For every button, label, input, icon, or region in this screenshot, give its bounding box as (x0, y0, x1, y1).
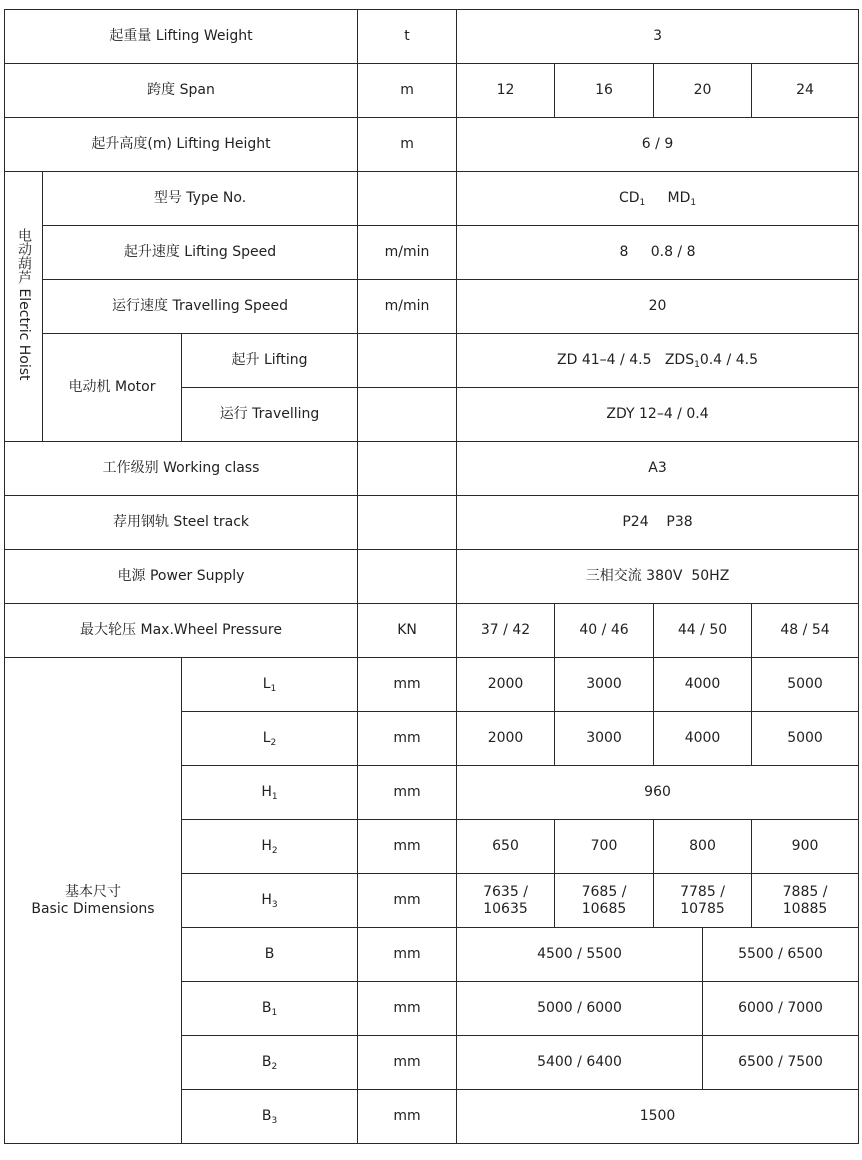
dim-sub: 2 (271, 1062, 278, 1072)
row-motor-lifting (5, 334, 859, 388)
dim-value-top: 7685 / (581, 883, 627, 900)
label-type-no: 型号 Type No. (43, 172, 358, 226)
dimensions-group-cell (5, 658, 182, 1144)
dim-value: 4500 / 5500 (457, 928, 703, 982)
dim-value-top: 7785 / (680, 883, 725, 900)
value-lifting-height: 6 / 9 (457, 118, 859, 172)
motor-lifting-a: ZD 41–4 / 4.5 ZDS (557, 352, 695, 368)
row-power-supply (5, 550, 859, 604)
label-working-class: 工作级别 Working class (5, 442, 358, 496)
label-motor-travelling: 运行 Travelling (182, 388, 358, 442)
dim-sym: B (261, 1054, 272, 1070)
dim-sym: H (261, 838, 272, 854)
dim-value: 3000 (555, 712, 654, 766)
dim-value: 5000 / 6000 (457, 982, 703, 1036)
dim-value: 6500 / 7500 (703, 1036, 859, 1090)
unit-lifting-speed: m/min (358, 226, 457, 280)
dim-value (752, 874, 859, 928)
dim-unit: mm (358, 712, 457, 766)
motor-lifting-sub: 1 (694, 360, 700, 370)
wheel-pressure-value: 44 / 50 (654, 604, 752, 658)
dim-value: 4000 (654, 658, 752, 712)
span-value: 24 (752, 64, 859, 118)
value-type-no (457, 172, 859, 226)
dim-sub: 3 (271, 1116, 278, 1126)
dim-symbol-b3 (182, 1090, 358, 1144)
dim-sym: H (261, 892, 272, 908)
hoist-group-cell (5, 172, 43, 442)
dim-unit: mm (358, 820, 457, 874)
row-lifting-weight (5, 10, 859, 64)
label-lifting-weight: 起重量 Lifting Weight (5, 10, 358, 64)
unit-motor-travelling (358, 388, 457, 442)
dim-value (457, 874, 555, 928)
unit-type-no (358, 172, 457, 226)
dim-sym: L (262, 676, 271, 692)
dim-symbol-h1 (182, 766, 358, 820)
row-lifting-height (5, 118, 859, 172)
dim-value: 900 (752, 820, 859, 874)
label-span: 跨度 Span (5, 64, 358, 118)
dim-value: 960 (457, 766, 859, 820)
unit-motor-lifting (358, 334, 457, 388)
dim-value-bottom: 10685 (581, 900, 627, 917)
dim-value: 1500 (457, 1090, 859, 1144)
dim-symbol-b1 (182, 982, 358, 1036)
value-power-supply: 三相交流 380V 50HZ (457, 550, 859, 604)
dim-unit: mm (358, 1090, 457, 1144)
label-lifting-speed: 起升速度 Lifting Speed (43, 226, 358, 280)
dim-sub: 2 (271, 846, 278, 856)
value-working-class: A3 (457, 442, 859, 496)
row-type-no (5, 172, 859, 226)
row-steel-track (5, 496, 859, 550)
dim-sub: 1 (270, 684, 277, 694)
unit-power-supply (358, 550, 457, 604)
dim-value-bottom: 10635 (483, 900, 528, 917)
motor-lifting-b: 0.4 / 4.5 (699, 352, 758, 368)
dim-symbol-b (182, 928, 358, 982)
row-span (5, 64, 859, 118)
dim-sym: H (261, 784, 272, 800)
dimensions-label-cn: 基本尺寸 (65, 883, 121, 900)
dim-value: 2000 (457, 712, 555, 766)
dim-unit: mm (358, 1036, 457, 1090)
label-wheel-pressure: 最大轮压 Max.Wheel Pressure (5, 604, 358, 658)
dim-value: 5400 / 6400 (457, 1036, 703, 1090)
dim-value-bottom: 10785 (680, 900, 725, 917)
dim-value-top: 7885 / (782, 883, 828, 900)
dim-value: 5000 (752, 658, 859, 712)
dim-value: 5000 (752, 712, 859, 766)
unit-working-class (358, 442, 457, 496)
unit-steel-track (358, 496, 457, 550)
unit-span: m (358, 64, 457, 118)
value-motor-travelling: ZDY 12–4 / 0.4 (457, 388, 859, 442)
type-cd-sub: 1 (639, 198, 646, 208)
label-motor-lifting: 起升 Lifting (182, 334, 358, 388)
row-dim-l1 (5, 658, 859, 712)
dim-value: 6000 / 7000 (703, 982, 859, 1036)
dim-unit: mm (358, 928, 457, 982)
row-wheel-pressure (5, 604, 859, 658)
value-steel-track: P24 P38 (457, 496, 859, 550)
dim-unit: mm (358, 874, 457, 928)
dim-symbol-h3 (182, 874, 358, 928)
wheel-pressure-value: 48 / 54 (752, 604, 859, 658)
type-md-sub: 1 (690, 198, 697, 208)
spec-table (4, 9, 859, 1144)
dim-sub: 1 (271, 1008, 278, 1018)
label-motor: 电动机 Motor (43, 334, 182, 442)
dim-value: 700 (555, 820, 654, 874)
dim-value: 650 (457, 820, 555, 874)
dim-symbol-l1 (182, 658, 358, 712)
value-motor-lifting (457, 334, 859, 388)
dim-value: 5500 / 6500 (703, 928, 859, 982)
row-travelling-speed (5, 280, 859, 334)
label-steel-track: 荐用钢轨 Steel track (5, 496, 358, 550)
dim-sub: 2 (270, 738, 277, 748)
unit-lifting-weight: t (358, 10, 457, 64)
dim-value-bottom: 10885 (782, 900, 828, 917)
dim-value-top: 7635 / (483, 883, 528, 900)
dim-value: 3000 (555, 658, 654, 712)
dim-sym: B (264, 946, 275, 962)
dim-value: 2000 (457, 658, 555, 712)
dim-symbol-l2 (182, 712, 358, 766)
row-lifting-speed (5, 226, 859, 280)
span-value: 12 (457, 64, 555, 118)
dim-value (555, 874, 654, 928)
unit-lifting-height: m (358, 118, 457, 172)
dim-symbol-b2 (182, 1036, 358, 1090)
dim-value: 800 (654, 820, 752, 874)
type-cd: CD (618, 190, 640, 206)
dim-unit: mm (358, 658, 457, 712)
label-lifting-height: 起升高度(m) Lifting Height (5, 118, 358, 172)
value-lifting-weight: 3 (457, 10, 859, 64)
dim-unit: mm (358, 766, 457, 820)
value-lifting-speed: 8 0.8 / 8 (457, 226, 859, 280)
dim-value (654, 874, 752, 928)
dim-unit: mm (358, 982, 457, 1036)
dim-sym: L (262, 730, 271, 746)
hoist-group-label: 电动葫芦 Electric Hoist (16, 227, 32, 381)
value-travelling-speed: 20 (457, 280, 859, 334)
unit-travelling-speed: m/min (358, 280, 457, 334)
unit-wheel-pressure: KN (358, 604, 457, 658)
row-working-class (5, 442, 859, 496)
dim-sub: 1 (271, 792, 278, 802)
dim-sym: B (261, 1000, 272, 1016)
dim-symbol-h2 (182, 820, 358, 874)
wheel-pressure-value: 37 / 42 (457, 604, 555, 658)
span-value: 16 (555, 64, 654, 118)
span-value: 20 (654, 64, 752, 118)
dim-sub: 3 (271, 900, 278, 910)
type-md: MD (667, 190, 691, 206)
dim-value: 4000 (654, 712, 752, 766)
dim-sym: B (261, 1108, 272, 1124)
label-power-supply: 电源 Power Supply (5, 550, 358, 604)
label-travelling-speed: 运行速度 Travelling Speed (43, 280, 358, 334)
dimensions-label-en: Basic Dimensions (31, 900, 155, 917)
wheel-pressure-value: 40 / 46 (555, 604, 654, 658)
